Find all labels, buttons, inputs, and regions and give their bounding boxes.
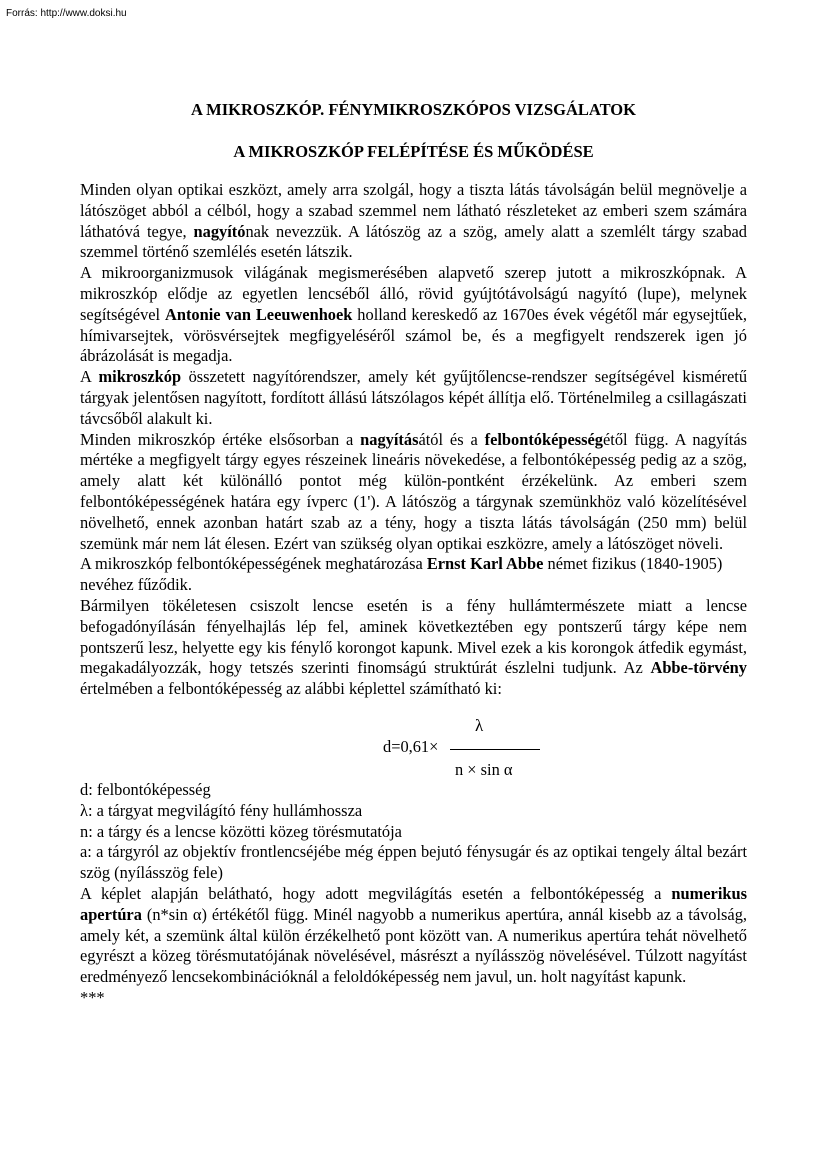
text: holland kereskedő az 1670es évek végétől már egysejtűek, hímivarsejtek, vörösvérsejtek megfigyeléséről számol be, és a megfigyelt rendszerek igen jó ábrázolását is megadja.: [80, 304, 748, 366]
formula-numerator: λ: [475, 715, 484, 735]
abbe-formula: [80, 700, 747, 780]
definition-lambda: λ: a tárgyat megvilágító fény hullámhossza: [80, 800, 363, 820]
definition-d: d: felbontóképesség: [80, 779, 211, 799]
document-body: [80, 180, 747, 1009]
text: Minden olyan optikai eszközt, amely arra szolgál, hogy a tiszta látás távolságán belül megnövelje a látószöget abból a célból, hogy a szabad szemmel nem látható részleteket az emberi szem számára láthatóvá tegye,: [80, 180, 747, 241]
term-abbe: Ernst Karl Abbe: [426, 554, 544, 574]
formula-left-side: d=0,61×: [383, 736, 439, 756]
paragraph-4: [80, 430, 747, 555]
paragraph-2: [80, 263, 747, 367]
text: A mikroorganizmusok világának megismerésében alapvető szerep jutott a mikroszkópnak. A mikroszkóp elődje az egyetlen lencséből álló, rövid gyújtótávolságú nagyító (lupe), melynek segítségével: [80, 263, 747, 324]
definition-a: a: a tárgyról az objektív frontlencséjébe még éppen bejutó fénysugár és az optikai tengely által bezárt szög (nyílásszög fele): [80, 842, 747, 883]
text: étől függ. A nagyítás mértéke a megfigyelt tárgy egyes részeinek lineáris növekedése, a felbontóképesség pedig az a szög, amely alatt két különálló pontot még külön-pontként érzékelünk. Az emberi szem felbontóképességének határa egy ívperc (1'). A látószög a tárgynak szemünkhöz való közelítésével növelhető, ennek azonban határt szab az a tény, hogy a tiszta látás távolságán (250 mm) belül szemünk már nem lát élesen. Ezért van szükség olyan optikai eszközre, amely a látószöget növeli.: [80, 429, 747, 553]
text: A képlet alapján belátható, hogy adott megvilágítás esetén a felbontóképesség a: [80, 883, 672, 903]
text: Bármilyen tökéletesen csiszolt lencse esetén is a fény hullámtermészete miatt a lencse befogadónyílásán fényelhajlás lép fel, aminek következtében egy pontszerű tárgy képe nem pontszerű lesz, helyette egy kis fénylő korongot kapunk. Mivel ezek a kis korongok átfedik egymást, megakadályozzák, hogy tetszés szerinti finomságú struktúrát észlelni tudjunk. Az: [80, 595, 747, 678]
term-numerikus-apertura: numerikus apertúra: [80, 883, 747, 924]
term-felbontokepesseg: felbontóképesség: [484, 429, 603, 449]
term-nagyito: nagyító: [193, 221, 246, 241]
term-abbe-torveny: Abbe-törvény: [650, 658, 747, 678]
term-nagyitas: nagyítás: [360, 429, 419, 449]
paragraph-3: [80, 367, 747, 429]
text: A: [80, 367, 99, 387]
text: összetett nagyítórendszer, amely két gyűjtőlencse-rendszer segítségével kisméretű tárgyak jelentősen nagyított, fordított állású látszólagos képét állítja elő. Történelmileg a csillagászati távcsőből alakult ki.: [80, 367, 748, 428]
term-mikroszkop: mikroszkóp: [98, 367, 182, 387]
paragraph-7: [80, 884, 747, 988]
definition-n: n: a tárgy és a lencse közötti közeg törésmutatója: [80, 821, 402, 841]
formula-denominator: n × sin α: [455, 759, 513, 779]
paragraph-1: [80, 180, 747, 263]
text: értelmében a felbontóképesség az alábbi képlettel számítható ki:: [80, 679, 502, 699]
text: ától és a: [418, 429, 485, 449]
page-title: A MIKROSZKÓP. FÉNYMIKROSZKÓPOS VIZSGÁLATOK: [191, 100, 636, 119]
source-note: Forrás: http://www.doksi.hu: [6, 8, 127, 19]
text: Minden mikroszkóp értéke elsősorban a: [80, 429, 361, 449]
text: A mikroszkóp felbontóképességének meghatározása: [80, 554, 427, 574]
fraction-bar: [450, 749, 540, 750]
text: (n*sin α) értékétől függ. Minél nagyobb a numerikus apertúra, annál kisebb az a távolság, amely két, a szemünk által külön érzékelhető pont között van. A numerikus apertúra tehát növelhető egyrészt a közeg törésmutatójának növelésével, másrészt a nyílásszög növelésével. Túlzott nagyítást eredményező lencsekombinációknál a feloldóképesség nem javul, un. holt nagyítást kapunk.: [80, 904, 747, 987]
paragraph-5: [80, 554, 747, 596]
paragraph-6: [80, 596, 747, 700]
text: nak nevezzük. A látószög az a szög, amely alatt a szemlélt tárgy szabad szemmel történő szemlélés esetén látszik.: [80, 221, 747, 262]
end-mark: ***: [80, 987, 105, 1007]
term-leeuwenhoek: Antonie van Leeuwenhoek: [165, 304, 353, 324]
section-title: A MIKROSZKÓP FELÉPÍTÉSE ÉS MŰKÖDÉSE: [233, 142, 594, 161]
text: német fizikus (1840-1905) nevéhez fűződik.: [80, 554, 723, 595]
